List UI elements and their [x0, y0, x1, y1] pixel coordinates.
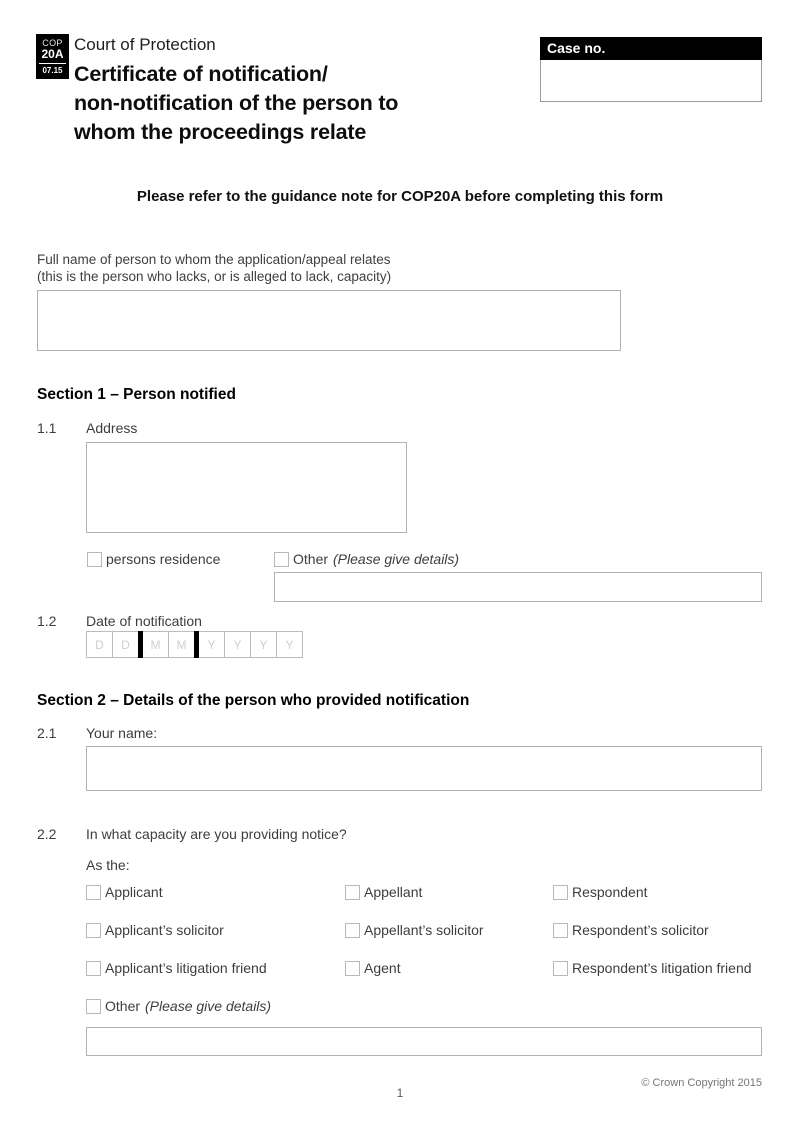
- date-day-cell-1[interactable]: D: [86, 631, 113, 658]
- badge-number-text: 20A: [41, 47, 64, 61]
- court-name: Court of Protection: [74, 35, 216, 54]
- form-title-line1: Certificate of notification/: [74, 62, 328, 86]
- notification-other-option: [274, 551, 459, 567]
- form-title: [74, 60, 398, 147]
- capacity-question-label: In what capacity are you providing notice?: [86, 826, 347, 842]
- section1-heading: Section 1 – Person notified: [37, 386, 236, 403]
- applicants-solicitor-checkbox[interactable]: [86, 923, 101, 938]
- address-label: Address: [86, 420, 138, 436]
- full-name-label: [37, 251, 391, 285]
- date-month-cell-2[interactable]: M: [168, 631, 195, 658]
- respondent-label: Respondent: [572, 884, 648, 900]
- question-1-2-number: 1.2: [37, 613, 57, 629]
- cop20a-form-badge: [36, 34, 69, 79]
- capacity-other-label: Other: [105, 998, 141, 1014]
- full-name-input[interactable]: [37, 290, 621, 351]
- appellants-solicitor-label: Appellant’s solicitor: [364, 922, 484, 938]
- persons-residence-option: [87, 551, 220, 567]
- capacity-other-details-input[interactable]: [86, 1027, 762, 1056]
- notification-other-checkbox[interactable]: [274, 552, 289, 567]
- capacity-other-checkbox[interactable]: [86, 999, 101, 1014]
- respondents-litigation-friend-checkbox[interactable]: [553, 961, 568, 976]
- case-number-input[interactable]: [540, 60, 762, 102]
- date-year-cell-4[interactable]: Y: [276, 631, 303, 658]
- date-day-cell-2[interactable]: D: [112, 631, 139, 658]
- capacity-option-other: [86, 998, 271, 1014]
- capacity-option-agent: [345, 960, 401, 976]
- capacity-option-applicants-litigation-friend: [86, 960, 267, 976]
- section2-heading: Section 2 – Details of the person who provided notification: [37, 692, 470, 709]
- your-name-label: Your name:: [86, 725, 158, 741]
- form-title-line3: whom the proceedings relate: [74, 120, 367, 144]
- question-2-1-number: 2.1: [37, 725, 57, 741]
- as-the-label: As the:: [86, 857, 130, 873]
- date-separator: [138, 631, 143, 658]
- capacity-option-applicant: [86, 884, 163, 900]
- agent-checkbox[interactable]: [345, 961, 360, 976]
- agent-label: Agent: [364, 960, 401, 976]
- capacity-option-appellant: [345, 884, 422, 900]
- applicant-checkbox[interactable]: [86, 885, 101, 900]
- full-name-label-line1: Full name of person to whom the application/appeal relates: [37, 252, 391, 267]
- badge-cop-text: COP: [42, 38, 63, 48]
- respondents-solicitor-checkbox[interactable]: [553, 923, 568, 938]
- full-name-label-line2: (this is the person who lacks, or is alleged to lack, capacity): [37, 269, 392, 284]
- crown-copyright: © Crown Copyright 2015: [641, 1077, 762, 1089]
- applicants-litigation-friend-label: Applicant’s litigation friend: [105, 960, 267, 976]
- capacity-option-appellants-solicitor: [345, 922, 484, 938]
- appellant-label: Appellant: [364, 884, 423, 900]
- date-year-cell-1[interactable]: Y: [198, 631, 225, 658]
- question-1-1-number: 1.1: [37, 420, 57, 436]
- applicants-solicitor-label: Applicant’s solicitor: [105, 922, 224, 938]
- notification-other-hint: (Please give details): [333, 551, 460, 567]
- respondents-solicitor-label: Respondent’s solicitor: [572, 922, 709, 938]
- applicants-litigation-friend-checkbox[interactable]: [86, 961, 101, 976]
- date-of-notification-field: [86, 631, 303, 658]
- badge-version-text: 07.15: [42, 66, 63, 75]
- date-year-cell-2[interactable]: Y: [224, 631, 251, 658]
- date-month-cell-1[interactable]: M: [142, 631, 169, 658]
- appellants-solicitor-checkbox[interactable]: [345, 923, 360, 938]
- respondents-litigation-friend-label: Respondent’s litigation friend: [572, 960, 752, 976]
- capacity-option-respondent: [553, 884, 648, 900]
- respondent-checkbox[interactable]: [553, 885, 568, 900]
- date-year-cell-3[interactable]: Y: [250, 631, 277, 658]
- applicant-label: Applicant: [105, 884, 163, 900]
- case-number-box: [540, 37, 762, 102]
- capacity-option-applicants-solicitor: [86, 922, 224, 938]
- capacity-option-respondents-solicitor: [553, 922, 709, 938]
- page-number: 1: [396, 1086, 404, 1100]
- your-name-input[interactable]: [86, 746, 762, 791]
- notification-other-details-input[interactable]: [274, 572, 762, 602]
- question-2-2-number: 2.2: [37, 826, 57, 842]
- notification-other-label: Other: [293, 551, 329, 567]
- appellant-checkbox[interactable]: [345, 885, 360, 900]
- case-number-label: Case no.: [540, 37, 762, 60]
- capacity-option-respondents-litigation-friend: [553, 960, 752, 976]
- persons-residence-label: persons residence: [106, 551, 221, 567]
- capacity-other-hint: (Please give details): [145, 998, 272, 1014]
- date-separator: [194, 631, 199, 658]
- persons-residence-checkbox[interactable]: [87, 552, 102, 567]
- date-of-notification-label: Date of notification: [86, 613, 202, 629]
- form-title-line2: non-notification of the person to: [74, 91, 399, 115]
- badge-divider: [39, 63, 66, 64]
- address-input[interactable]: [86, 442, 407, 533]
- guidance-note: Please refer to the guidance note for COP20A before completing this form: [136, 188, 664, 205]
